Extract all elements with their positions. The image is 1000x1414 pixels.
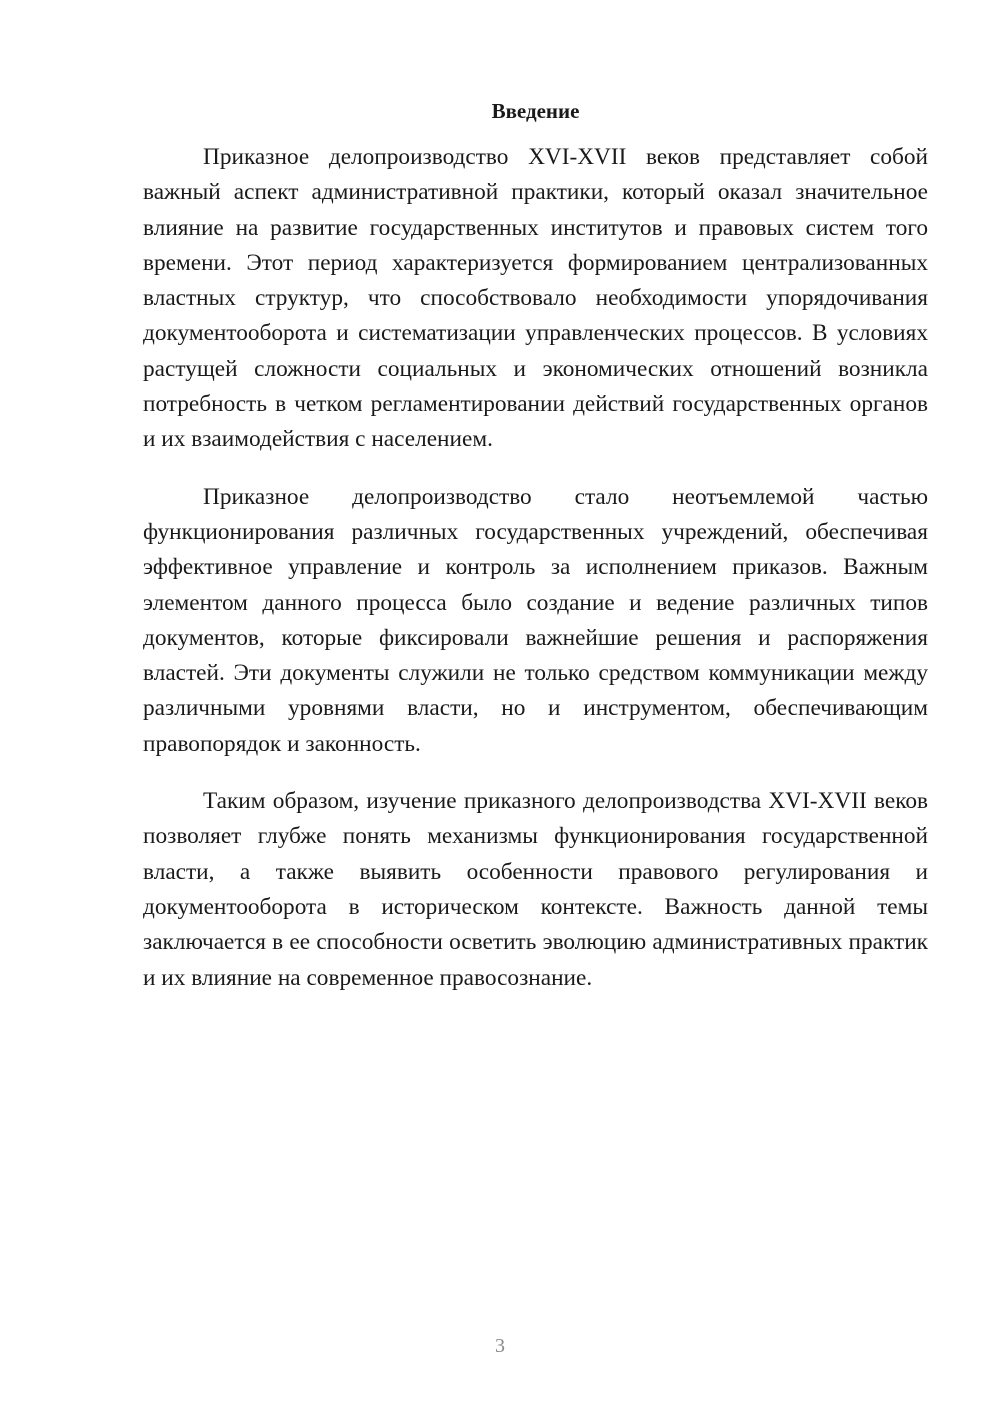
paragraph-1: Приказное делопроизводство XVI-XVII веков представляет собой важный аспект административной практики, который оказал значительное влияние на развитие государственных институтов и правовых систем того времени. Этот период характеризуется формированием централизованных властных структур, что способствовало необходимости упорядочивания документооборота и систематизации управленческих процессов. В условиях растущей сложности социальных и экономических отношений возникла потребность в четком регламентировании действий государственных органов и их взаимодействия с населением.: [143, 144, 928, 453]
paragraph-2: Приказное делопроизводство стало неотъемлемой частью функционирования различных государственных учреждений, обеспечивая эффективное управление и контроль за исполнением приказов. Важным элементом данного процесса было создание и ведение различных типов документов, которые фиксировали важнейшие решения и распоряжения властей. Эти документы служили не только средством коммуникации между различными уровнями власти, но и инструментом, обеспечивающим правопорядок и законность.: [143, 483, 928, 757]
section-heading: Введение: [491, 99, 580, 123]
paragraph-3: Таким образом, изучение приказного делопроизводства XVI-XVII веков позволяет глубже понять механизмы функционирования государственной власти, а также выявить особенности правового регулирования и документооборота в историческом контексте. Важность данной темы заключается в ее способности осветить эволюцию административных практик и их влияние на современное правосознание.: [143, 788, 928, 991]
page-number: 3: [495, 1335, 505, 1357]
page-content: [143, 96, 928, 1018]
